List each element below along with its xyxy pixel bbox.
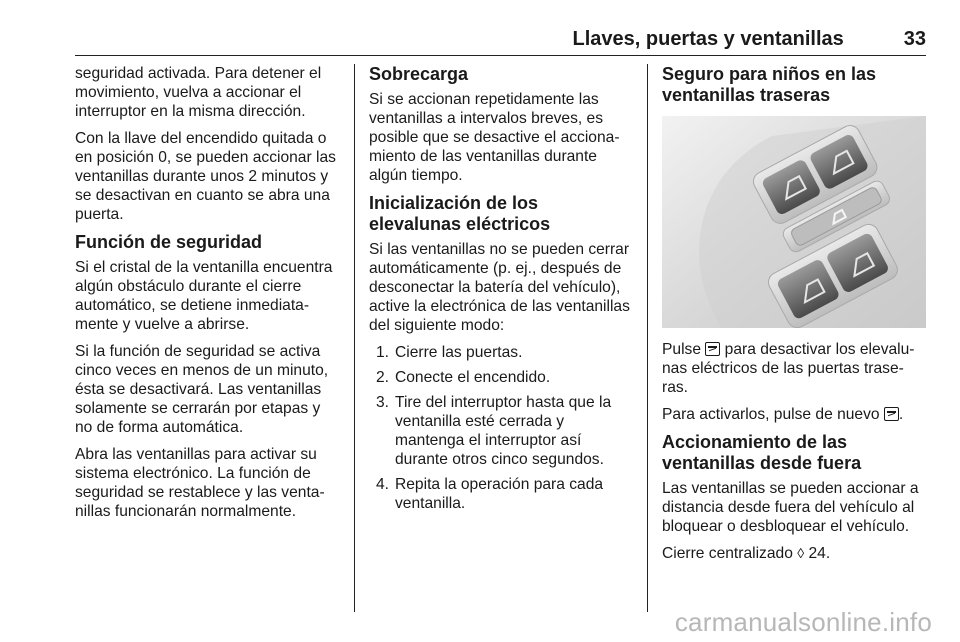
reference-arrow-icon: ◊ bbox=[797, 545, 805, 561]
window-lock-icon bbox=[705, 342, 720, 356]
section-heading-overload: Sobrecarga bbox=[369, 64, 469, 84]
list-item: 4. Repita la operación para cada ventanilla. bbox=[375, 476, 604, 512]
paragraph: Abra las ventanillas para activar su sistema electrónico. La función de seguridad se restablece y las venta-nillas funcionarán normalmente. bbox=[75, 446, 325, 520]
column-divider bbox=[647, 64, 648, 612]
watermark: carmanualsonline.info bbox=[674, 607, 932, 637]
paragraph: Las ventanillas se pueden accionar a distancia desde fuera del vehículo al bloquear o desbloquear el vehículo. bbox=[662, 480, 919, 535]
section-heading-remote-operation: Accionamiento de las ventanillas desde fuera bbox=[662, 432, 862, 473]
list-item: 1. Cierre las puertas. bbox=[375, 344, 523, 361]
list-item: 3. Tire del interruptor hasta que la ventanilla esté cerrada y mantenga el interruptor así durante otros cinco segundos. bbox=[375, 394, 612, 468]
column-middle bbox=[369, 64, 633, 519]
section-heading-safety: Función de seguridad bbox=[75, 232, 263, 252]
column-right bbox=[662, 64, 926, 571]
paragraph: Si la función de seguridad se activa cinco veces en menos de un minuto, ésta se desactivará. Las ventanillas solamente se cerrarán por etapas y no de forma automática. bbox=[75, 343, 329, 436]
chapter-title: Llaves, puertas y ventanillas bbox=[572, 28, 844, 50]
window-lock-icon bbox=[884, 407, 899, 421]
section-heading-child-lock: Seguro para niños en las ventanillas traseras bbox=[662, 64, 877, 105]
window-switch-panel-image bbox=[662, 116, 926, 328]
paragraph: Si el cristal de la ventanilla encuentra algún obstáculo durante el cierre automático, se detiene inmediata-mente y vuelve a abrirse. bbox=[75, 259, 333, 333]
paragraph: Con la llave del encendido quitada o en posición 0, se pueden accionar las ventanillas durante unos 2 minutos y se desactivan en cuanto se abra una puerta. bbox=[75, 130, 336, 223]
paragraph: Pulse para desactivar los elevalu-nas eléctricos de las puertas trase-ras. bbox=[662, 341, 915, 396]
paragraph: Cierre centralizado ◊ 24. bbox=[662, 545, 831, 562]
column-divider bbox=[354, 64, 355, 612]
window-switch-panel-illustration bbox=[662, 116, 926, 328]
column-left bbox=[75, 64, 341, 529]
page-header bbox=[75, 28, 926, 50]
list-item: 2. Conecte el encendido. bbox=[375, 369, 551, 386]
paragraph: Si se accionan repetidamente las ventanillas a intervalos breves, es posible que se desactive el acciona-miento de las ventanillas durante algún tiempo. bbox=[369, 91, 620, 184]
header-rule bbox=[75, 55, 926, 56]
section-heading-initialization: Inicialización de los elevalunas eléctricos bbox=[369, 193, 551, 234]
page-number: 33 bbox=[903, 28, 926, 50]
paragraph: Para activarlos, pulse de nuevo . bbox=[662, 406, 904, 423]
paragraph: seguridad activada. Para detener el movimiento, vuelva a accionar el interruptor en la misma dirección. bbox=[75, 65, 322, 120]
paragraph: Si las ventanillas no se pueden cerrar automáticamente (p. ej., después de desconectar la batería del vehículo), active la electrónica de las ventanillas del siguiente modo: bbox=[369, 241, 630, 334]
steps-list bbox=[369, 343, 633, 513]
